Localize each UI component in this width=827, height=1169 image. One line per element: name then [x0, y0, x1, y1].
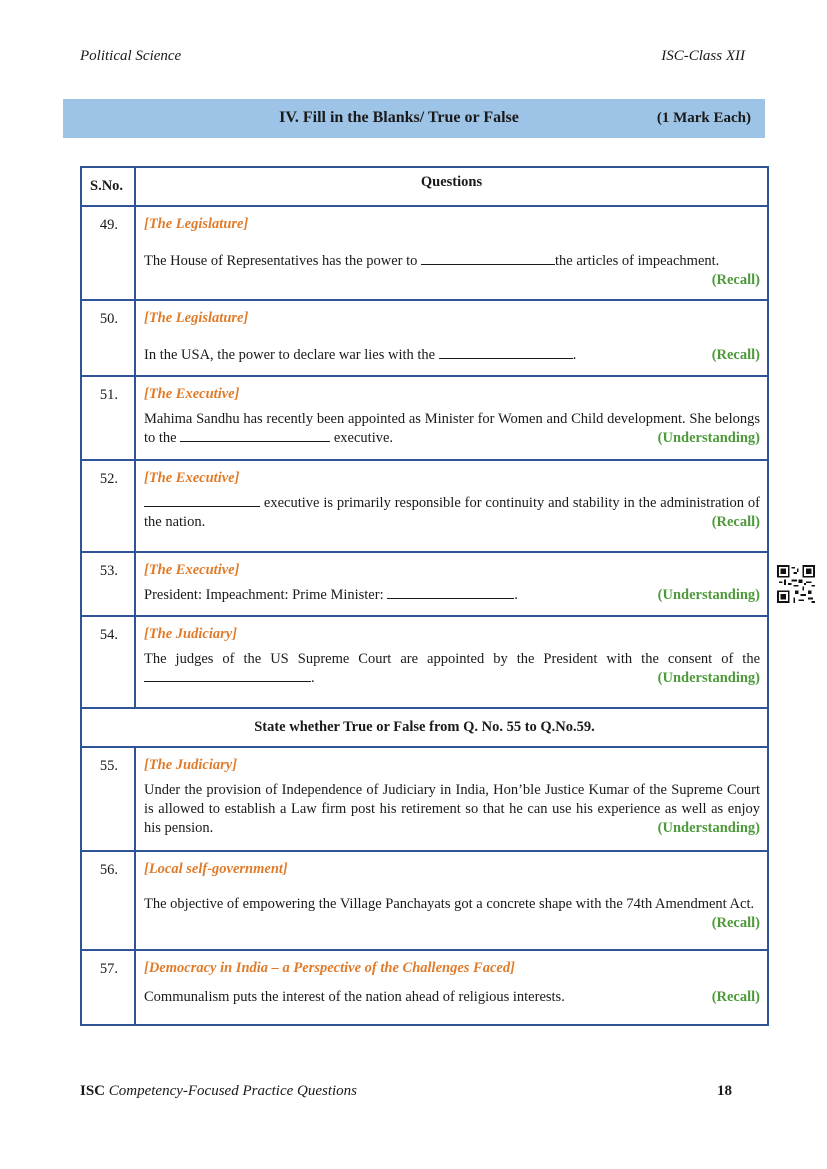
question-row-49 [81, 206, 768, 300]
cognitive-tag: (Recall) [711, 989, 760, 1005]
answer-blank [144, 494, 260, 507]
question-number: 52. [81, 460, 135, 552]
question-number: 50. [81, 300, 135, 376]
question-number: 56. [81, 851, 135, 950]
question-topic: [The Executive] [144, 470, 240, 486]
question-number: 51. [81, 376, 135, 460]
question-topic: [The Executive] [144, 562, 240, 578]
question-row-55 [81, 747, 768, 851]
col-sno: S.No. [81, 167, 135, 206]
section-marks: (1 Mark Each) [656, 110, 751, 126]
true-false-heading-row [81, 708, 768, 747]
question-topic: [The Legislature] [144, 216, 249, 232]
question-row-52 [81, 460, 768, 552]
question-number: 55. [81, 747, 135, 851]
running-head [80, 48, 745, 68]
questions-table [80, 166, 769, 1026]
cognitive-tag: (Recall) [711, 347, 760, 363]
question-row-50 [81, 300, 768, 376]
table-header-row [81, 167, 768, 206]
question-row-54 [81, 616, 768, 708]
class-label: ISC-Class XII [661, 48, 745, 64]
question-number: 53. [81, 552, 135, 616]
question-text: The objective of empowering the Village Panchayats got a concrete shape with the 74th Amendment Act. (Recall) [144, 896, 760, 931]
qr-code-icon[interactable] [777, 565, 815, 603]
answer-blank [144, 669, 311, 682]
page-number: 18 [717, 1083, 732, 1099]
question-text: The House of Representatives has the power to the articles of impeachment. (Recall) [144, 253, 760, 288]
cognitive-tag: (Understanding) [657, 430, 760, 446]
question-topic: [Democracy in India – a Perspective of the Challenges Faced] [144, 960, 515, 976]
question-topic: [Local self-government] [144, 861, 288, 877]
question-text: Under the provision of Independence of Judiciary in India, Hon’ble Justice Kumar of the Supreme Court is allowed to establish a Law firm post his retirement so that he can use his experience as well as enjoy his pension. (Understanding) [144, 782, 760, 836]
answer-blank [421, 252, 555, 265]
question-topic: [The Judiciary] [144, 626, 238, 642]
cognitive-tag: (Understanding) [657, 670, 760, 686]
footer [80, 1083, 732, 1103]
question-text: Mahima Sandhu has recently been appointed as Minister for Women and Child development. She belongs to the executive. (Understanding) [144, 411, 760, 446]
cognitive-tag: (Understanding) [657, 587, 760, 603]
question-number: 54. [81, 616, 135, 708]
answer-blank [180, 429, 330, 442]
question-row-53 [81, 552, 768, 616]
question-text: The judges of the US Supreme Court are appointed by the President with the consent of the . (Understanding) [144, 651, 760, 686]
question-number: 49. [81, 206, 135, 300]
subject-label: Political Science [80, 48, 182, 64]
col-questions: Questions [135, 167, 768, 206]
answer-blank [387, 586, 514, 599]
question-topic: [The Executive] [144, 386, 240, 402]
question-topic: [The Legislature] [144, 310, 249, 326]
question-number: 57. [81, 950, 135, 1025]
cognitive-tag: (Recall) [711, 272, 760, 288]
question-row-51 [81, 376, 768, 460]
cognitive-tag: (Recall) [711, 514, 760, 530]
section-title: IV. Fill in the Blanks/ True or False [279, 109, 519, 126]
cognitive-tag: (Recall) [711, 915, 760, 931]
question-text: President: Impeachment: Prime Minister: . (Understanding) [144, 587, 760, 603]
cognitive-tag: (Understanding) [657, 820, 760, 836]
question-topic: [The Judiciary] [144, 757, 238, 773]
true-false-heading: State whether True or False from Q. No. 55 to Q.No.59. [81, 708, 768, 747]
question-row-56 [81, 851, 768, 950]
answer-blank [439, 346, 573, 359]
question-text: In the USA, the power to declare war lies with the . (Recall) [144, 347, 760, 363]
footer-title: ISC Competency-Focused Practice Questions [80, 1083, 358, 1099]
question-row-57 [81, 950, 768, 1025]
section-banner [63, 99, 765, 138]
question-text: executive is primarily responsible for continuity and stability in the administration of the nation. (Recall) [144, 495, 760, 530]
question-text: Communalism puts the interest of the nation ahead of religious interests. (Recall) [144, 989, 760, 1005]
